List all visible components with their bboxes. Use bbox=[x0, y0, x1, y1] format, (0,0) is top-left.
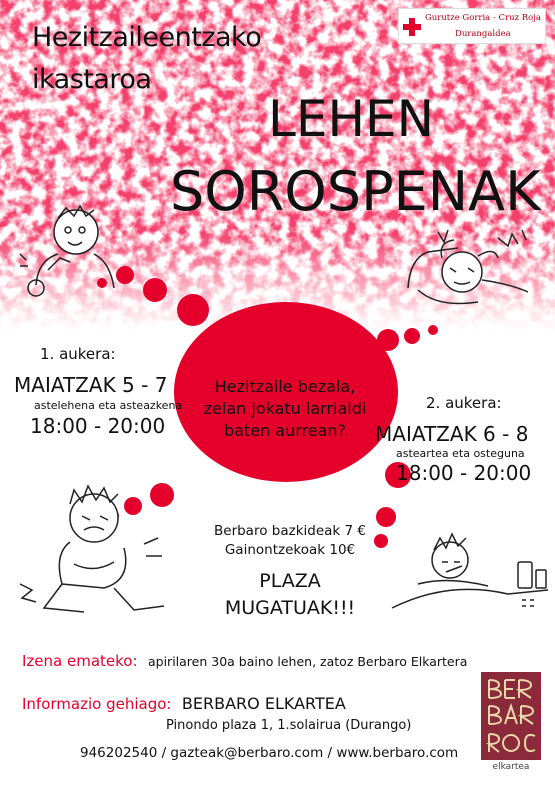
red-cross-name: Gurutze Gorria - Cruz Roja bbox=[425, 13, 541, 23]
info-line bbox=[22, 694, 346, 713]
limited-places-line1: PLAZA bbox=[259, 570, 321, 592]
headline-line1: LEHEN bbox=[268, 90, 435, 148]
stomachache-person-illustration bbox=[14, 484, 174, 624]
berbaro-logo-mark bbox=[481, 672, 541, 760]
info-org: BERBARO ELKARTEA bbox=[181, 694, 346, 713]
option2-time: 18:00 - 20:00 bbox=[396, 461, 532, 485]
course-title-line1: Hezitzaileentzako bbox=[32, 22, 262, 53]
address: Pinondo plaza 1, 1.solairua (Durango) bbox=[166, 718, 412, 733]
sick-person-in-bed-illustration bbox=[388, 520, 553, 615]
contact-info: 946202540 / gazteak@berbaro.com / www.berbaro.com bbox=[80, 745, 459, 761]
option1-label: 1. aukera: bbox=[40, 345, 116, 363]
bubble-dot bbox=[404, 328, 420, 344]
limited-places-line2: MUGATUAK!!! bbox=[224, 597, 356, 619]
headline-line2: SOROSPENAK bbox=[170, 160, 541, 223]
price-members: Berbaro bazkideak 7 € bbox=[214, 523, 366, 539]
signup-text: apirilaren 30a baino lehen, zatoz Berbaro Elkartera bbox=[147, 654, 468, 669]
red-cross-region: Durangaldea bbox=[455, 29, 511, 39]
bubble-dot bbox=[428, 325, 438, 335]
option1-time: 18:00 - 20:00 bbox=[30, 414, 166, 438]
option1-dates: MAIATZAK 5 - 7 bbox=[14, 373, 168, 397]
option2-days: astearteа eta osteguna bbox=[396, 447, 525, 460]
signup-label: Izena emateko: bbox=[22, 652, 138, 670]
option2-label: 2. aukera: bbox=[426, 394, 502, 412]
headache-person-illustration bbox=[398, 228, 548, 318]
option2-dates: MAIATZAK 6 - 8 bbox=[375, 422, 529, 446]
bubble-dot bbox=[177, 294, 209, 326]
info-label: Informazio gehiago: bbox=[22, 695, 172, 713]
berbaro-letters-icon bbox=[481, 672, 541, 760]
price-others: Gainontzekoak 10€ bbox=[224, 542, 356, 558]
berbaro-logo bbox=[481, 672, 541, 778]
course-title-line2: ikastaroa bbox=[32, 64, 152, 95]
center-question-line2: zelan jokatu larrialdi bbox=[203, 399, 367, 418]
center-question bbox=[200, 376, 370, 442]
bubble-dot bbox=[143, 278, 167, 302]
center-question-line1: Hezitzaile bezala, bbox=[214, 377, 356, 396]
signup-line bbox=[22, 652, 467, 670]
bubble-dot bbox=[377, 329, 399, 351]
choking-person-illustration bbox=[18, 200, 128, 305]
berbaro-logo-caption: elkartea bbox=[492, 762, 530, 772]
option1-days: astelehena eta asteazkena bbox=[34, 399, 183, 412]
center-question-line3: baten aurrean? bbox=[223, 421, 347, 440]
